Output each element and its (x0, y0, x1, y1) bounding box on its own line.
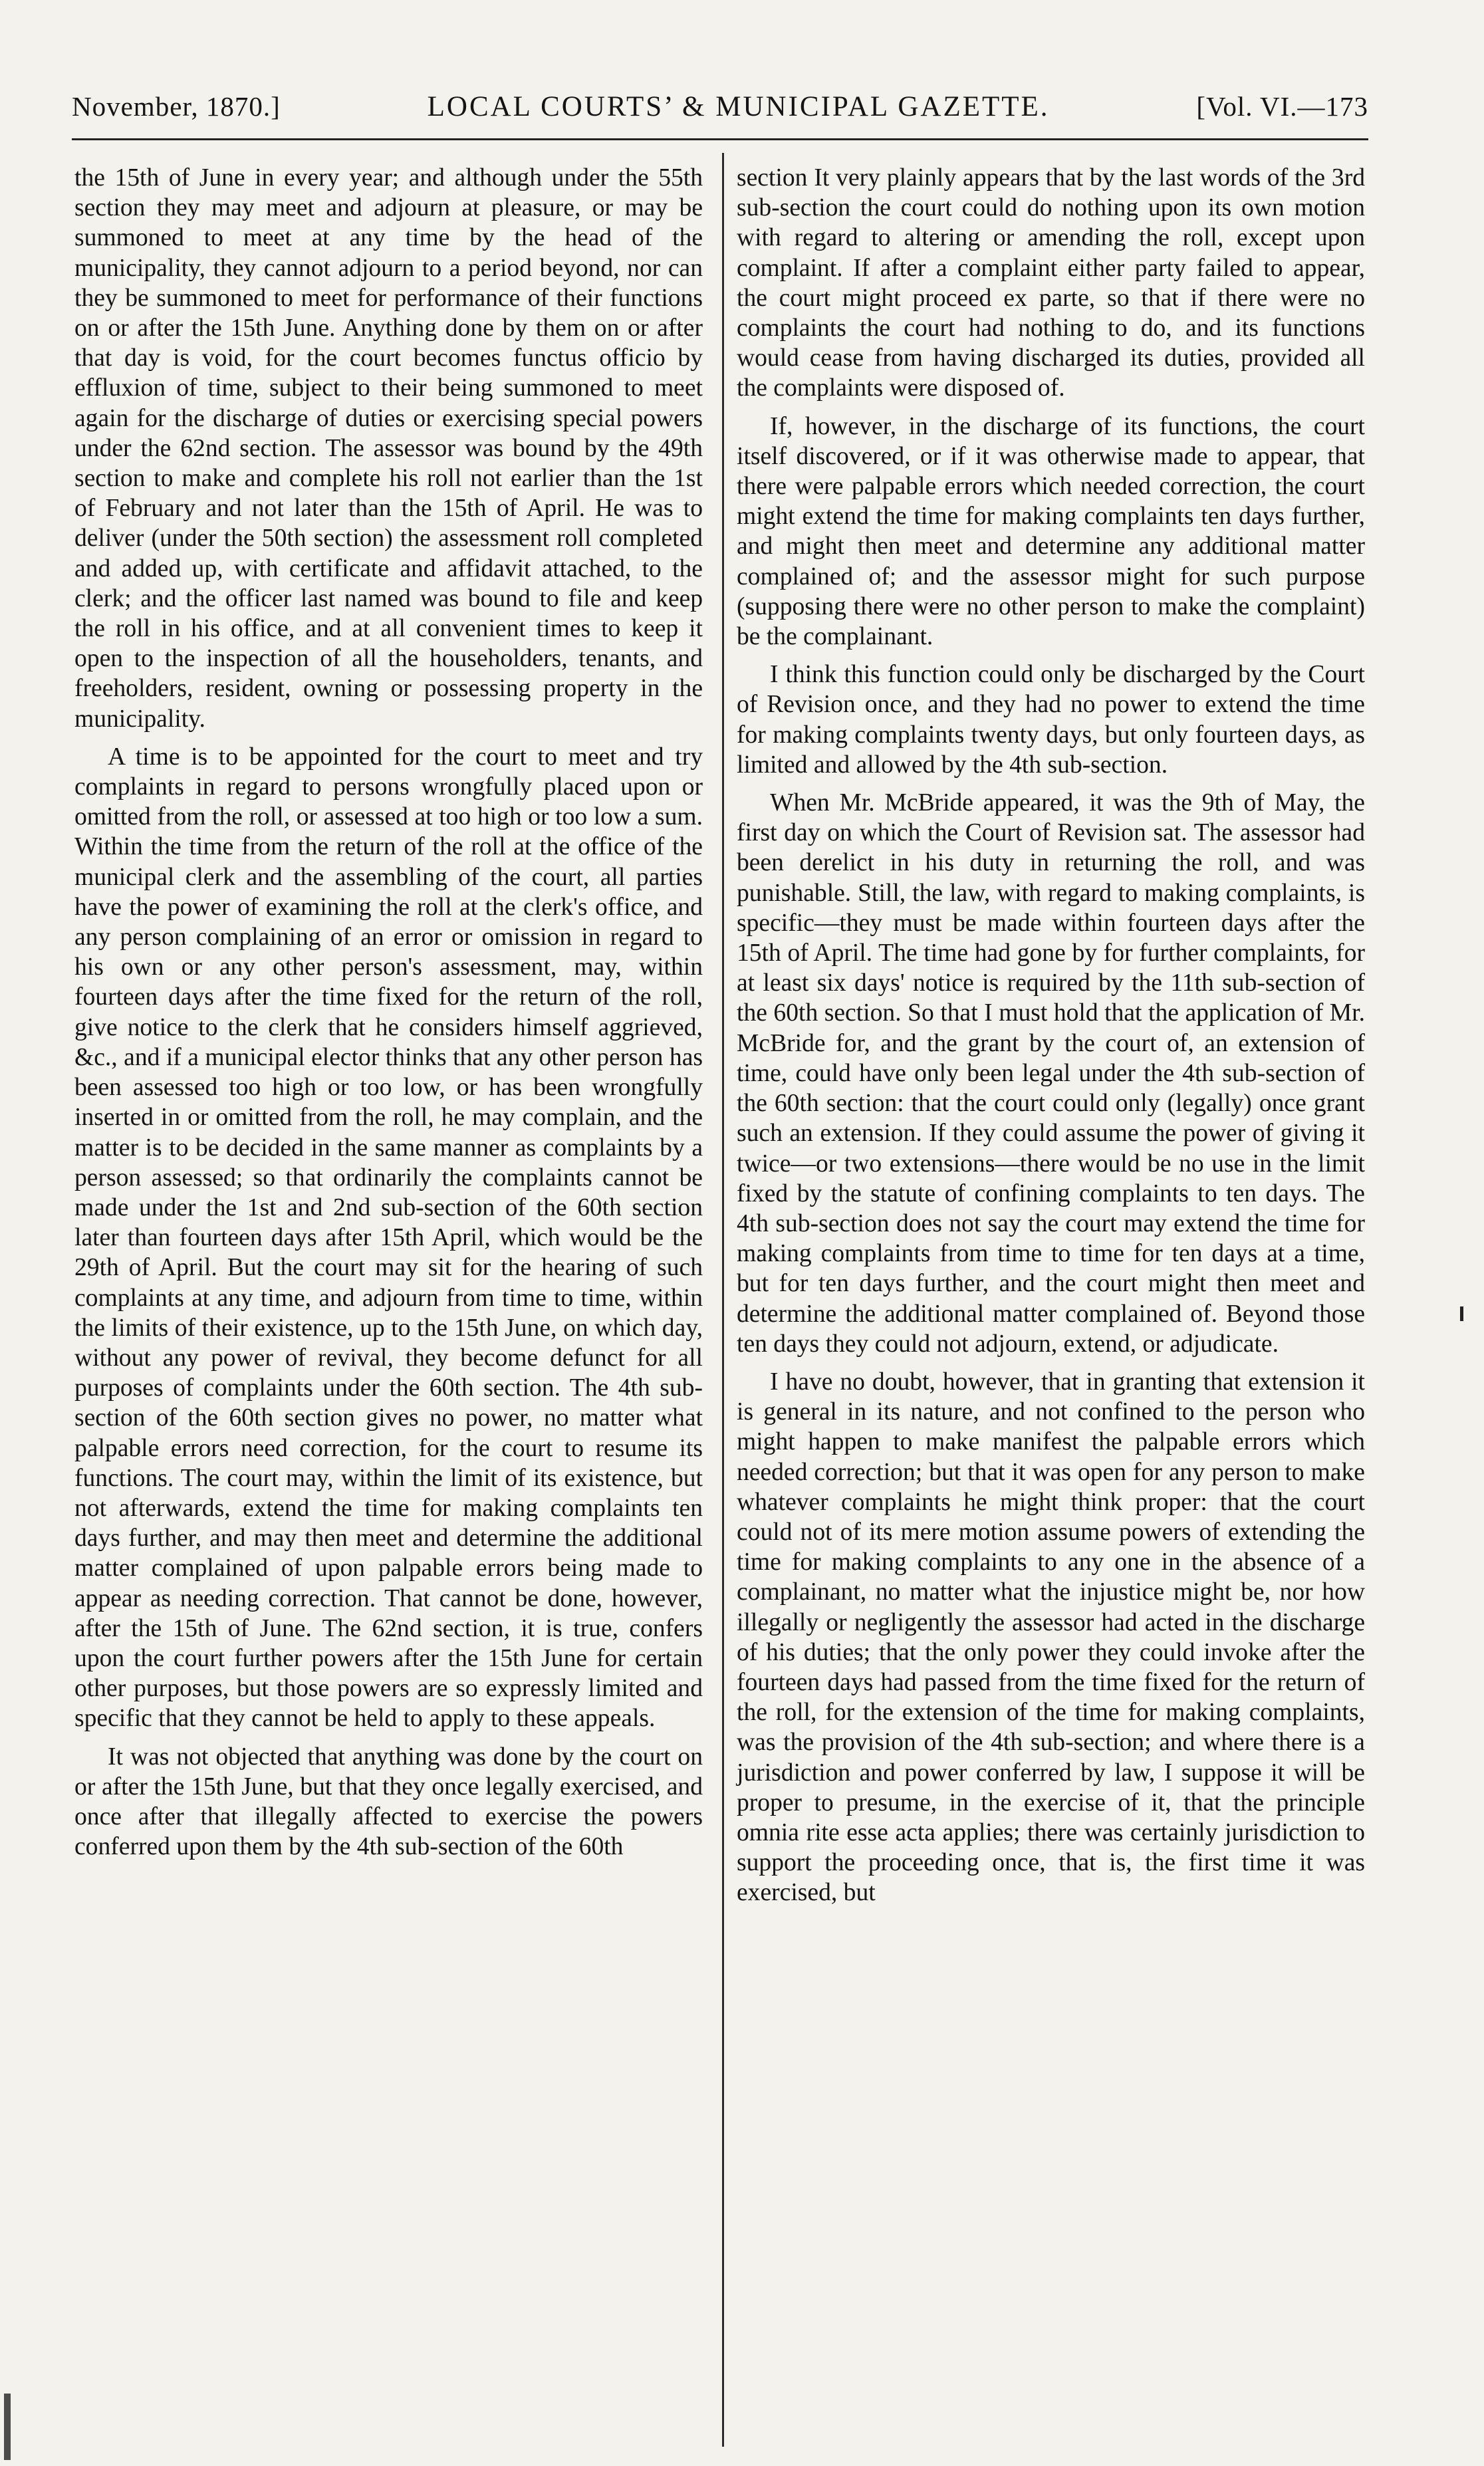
header-volume: [Vol. VI.—173 (1196, 91, 1368, 122)
left-paragraph-2: A time is to be appointed for the court to meet and try complaints in regard to persons wrongfully placed upon or omitted from the roll, or assessed at too high or too low a sum. Within the time from the return of the roll at the office of the municipal clerk and the assembling of the court, all parties have the power of examining the roll at the clerk's office, and any person complaining of an error or omission in regard to his own or any other person's assessment, may, within fourteen days after the time fixed for the return of the roll, give notice to the clerk that he considers himself aggrieved, &c., and if a municipal elector thinks that any other person has been assessed too high or too low, or has been wrongfully inserted in or omitted from the roll, he may complain, and the matter is to be decided in the same manner as complaints by a person assessed; so that ordinarily the complaints cannot be made under the 1st and 2nd sub-section of the 60th section later than fourteen days after 15th April, which would be the 29th of April. But the court may sit for the hearing of such complaints at any time, and adjourn from time to time, within the limits of their existence, up to the 15th June, on which day, without any power of revival, they become defunct for all purposes of complaints under the 60th section. The 4th sub-section of the 60th section gives no power, no matter what palpable errors need correction, for the court to resume its functions. The court may, within the limit of its existence, but not afterwards, extend the time for making complaints ten days further, and may then meet and determine the additional matter complained of upon palpable errors being made to appear as needing correction. That cannot be done, however, after the 15th of June. The 62nd section, it is true, confers upon the court further powers after the 15th June for certain other purposes, but those powers are so expressly limited and specific that they cannot be held to apply to these appeals. (74, 743, 703, 1733)
running-header (72, 85, 1368, 128)
left-paragraph-1: the 15th of June in every year; and although under the 55th section they may meet and adjourn at pleasure, or may be summoned to meet at any time by the head of the municipality, they cannot adjourn to a period beyond, nor can they be summoned to meet for performance of their functions on or after the 15th June. Anything done by them on or after that day is void, for the court becomes functus officio by effluxion of time, subject to their being summoned to meet again for the discharge of duties or exercising special powers under the 62nd section. The assessor was bound by the 49th section to make and complete his roll not earlier than the 1st of February and not later than the 15th of April. He was to deliver (under the 50th section) the assessment roll completed and added up, with certificate and affidavit attached, to the clerk; and the officer last named was bound to file and keep the roll in his office, and at all convenient times to keep it open to the inspection of all the householders, tenants, and freeholders, resident, owning or possessing property in the municipality. (74, 164, 703, 733)
right-paragraph-3: I think this function could only be discharged by the Court of Revision once, and they had no power to extend the time for making complaints twenty days, but only fourteen days, as limited and allowed by the 4th sub-section. (737, 661, 1365, 779)
left-paragraph-3: It was not objected that anything was done by the court on or after the 15th June, but that they once legally exercised, and once after that illegally affected to exercise the powers conferred upon them by the 4th sub-section of the 60th (74, 1743, 703, 1861)
right-paragraph-2: If, however, in the discharge of its functions, the court itself discovered, or if it was otherwise made to appear, that there were palpable errors which needed correction, the court might extend the time for making complaints ten days further, and might then meet and determine any additional matter complained of; and the assessor might for such purpose (supposing there were no other person to make the complaint) be the complainant. (737, 412, 1365, 651)
left-column (74, 163, 703, 1870)
header-title: LOCAL COURTS’ & MUNICIPAL GAZETTE. (427, 90, 1050, 122)
right-paragraph-5: I have no doubt, however, that in granting that extension it is general in its nature, and not confined to the person who might happen to make manifest the palpable errors which needed correction; but that it was open for any person to make whatever complaints he might think proper: that the court could not of its mere motion assume powers of extending the time for making complaints to any one in the absence of a complainant, no matter what the injustice might be, nor how illegally or negligently the assessor had acted in the discharge of his duties; that the only power they could invoke after the fourteen days had passed from the time fixed for the return of the roll, for the extension of the time for making complaints, was the provision of the 4th sub-section; and where there is a jurisdiction and power conferred by law, I suppose it will be proper to presume, in the exercise of it, that the principle omnia rite esse acta applies; there was certainly jurisdiction to support the proceeding once, that is, the first time it was exercised, but (737, 1368, 1365, 1907)
ink-speck (1460, 1306, 1463, 1321)
right-paragraph-4: When Mr. McBride appeared, it was the 9th of May, the first day on which the Court of Revision sat. The assessor had been derelict in his duty in returning the roll, and was punishable. Still, the law, with regard to making complaints, is specific—they must be made within fourteen days after the 15th of April. The time had gone by for further complaints, for at least six days' notice is required by the 11th sub-section of the 60th section. So that I must hold that the application of Mr. McBride for, and the grant by the court of, an extension of time, could have only been legal under the 4th sub-section of the 60th section: that the court could only (legally) once grant such an extension. If they could assume the power of giving it twice—or two extensions—there would be no use in the limit fixed by the statute of confining complaints to ten days. The 4th sub-section does not say the court may extend the time for making complaints from time to time for ten days at a time, but for ten days further, and the court might then meet and determine the additional matter complained of. Beyond those ten days they could not adjourn, extend, or adjudicate. (737, 789, 1365, 1358)
binding-edge-mark (4, 2394, 11, 2460)
right-paragraph-1: section It very plainly appears that by the last words of the 3rd sub-section the court could do nothing upon its own motion with regard to altering or amending the roll, except upon complaint. If after a complaint either party failed to appear, the court might proceed ex parte, so that if there were no complaints the court had nothing to do, and its functions would cease from having discharged its duties, provided all the complaints were disposed of. (737, 164, 1365, 402)
header-rule (72, 138, 1368, 140)
right-column (737, 163, 1365, 1916)
column-divider (722, 153, 724, 2447)
header-date: November, 1870.] (72, 91, 281, 122)
